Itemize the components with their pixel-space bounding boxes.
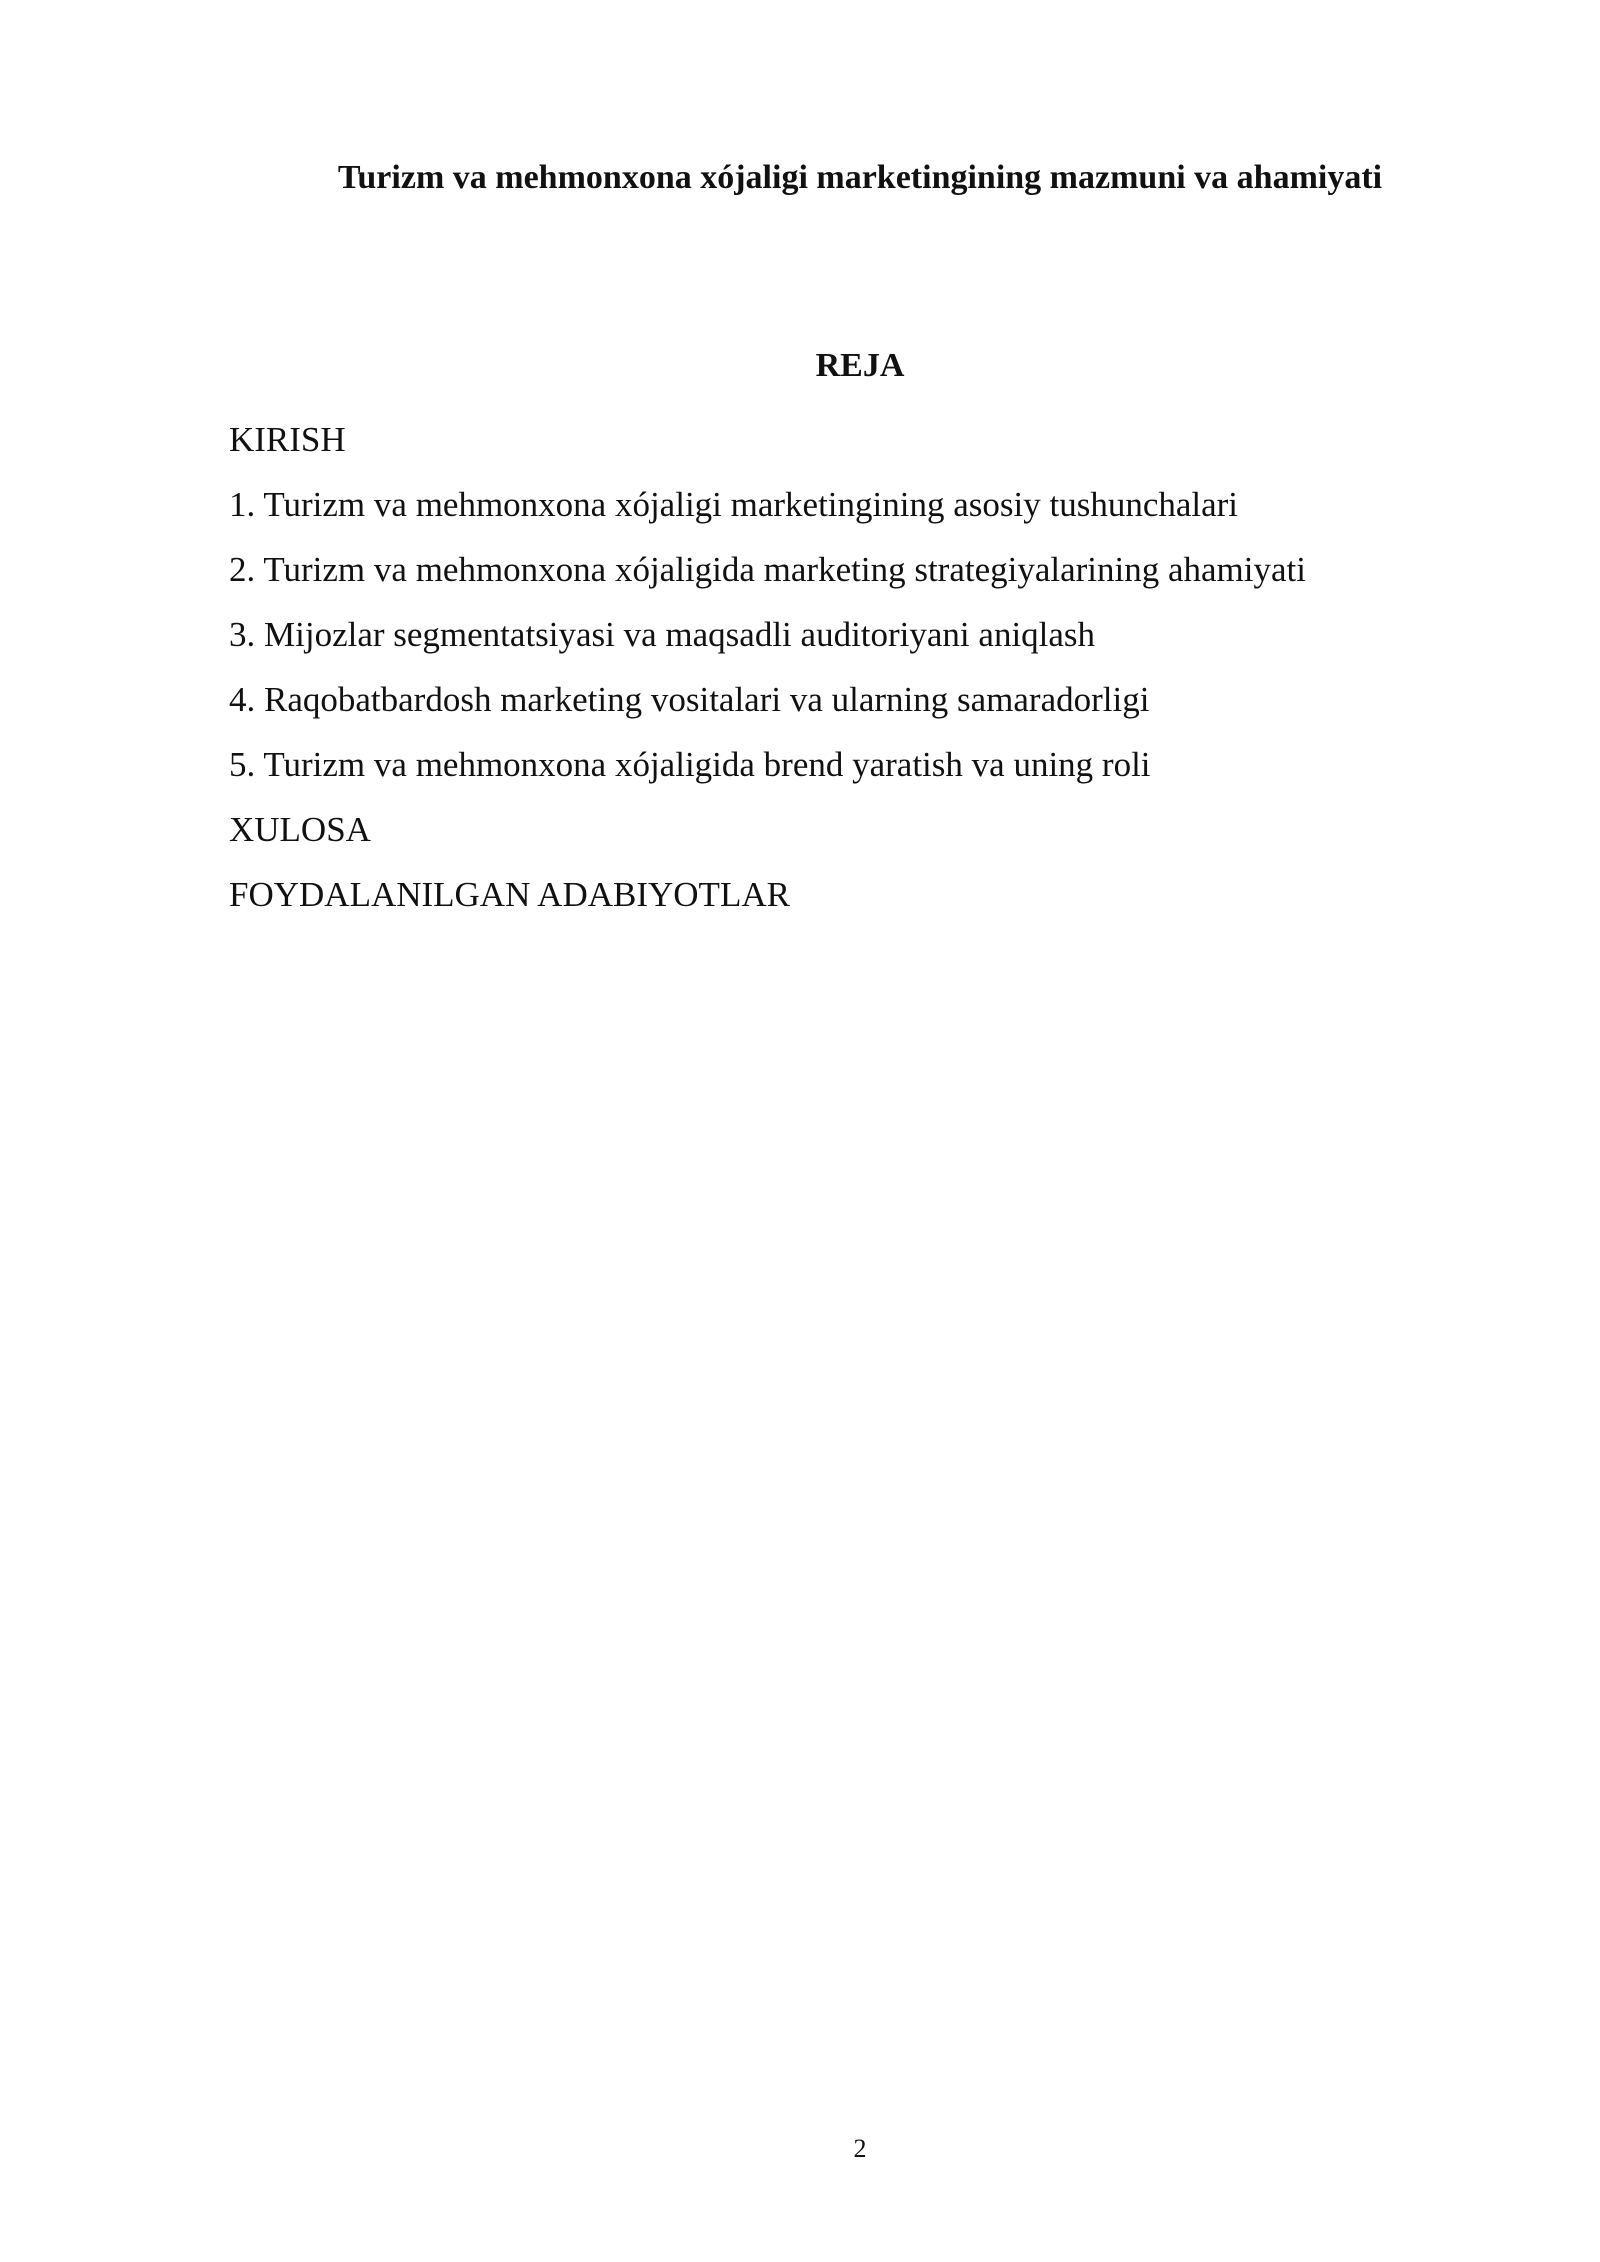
plan-item-5: 5. Turizm va mehmonxona xójaligida brend yaratish va uning roli bbox=[229, 745, 1151, 784]
plan-heading: REJA bbox=[815, 347, 905, 384]
document-title: Turizm va mehmonxona xójaligi marketingining mazmuni va ahamiyati bbox=[337, 159, 1383, 196]
plan-item-4: 4. Raqobatbardosh marketing vositalari va ularning samaradorligi bbox=[229, 680, 1150, 719]
plan-list bbox=[229, 420, 1306, 940]
page-number: 2 bbox=[853, 2134, 867, 2163]
plan-item-3: 3. Mijozlar segmentatsiyasi va maqsadli auditoriyani aniqlash bbox=[229, 615, 1096, 654]
plan-item-introduction: KIRISH bbox=[229, 420, 346, 459]
plan-item-2: 2. Turizm va mehmonxona xójaligida marketing strategiyalarining ahamiyati bbox=[229, 550, 1306, 589]
plan-item-conclusion: XULOSA bbox=[229, 810, 371, 849]
plan-item-1: 1. Turizm va mehmonxona xójaligi marketingining asosiy tushunchalari bbox=[229, 485, 1239, 524]
plan-item-references: FOYDALANILGAN ADABIYOTLAR bbox=[229, 875, 790, 914]
